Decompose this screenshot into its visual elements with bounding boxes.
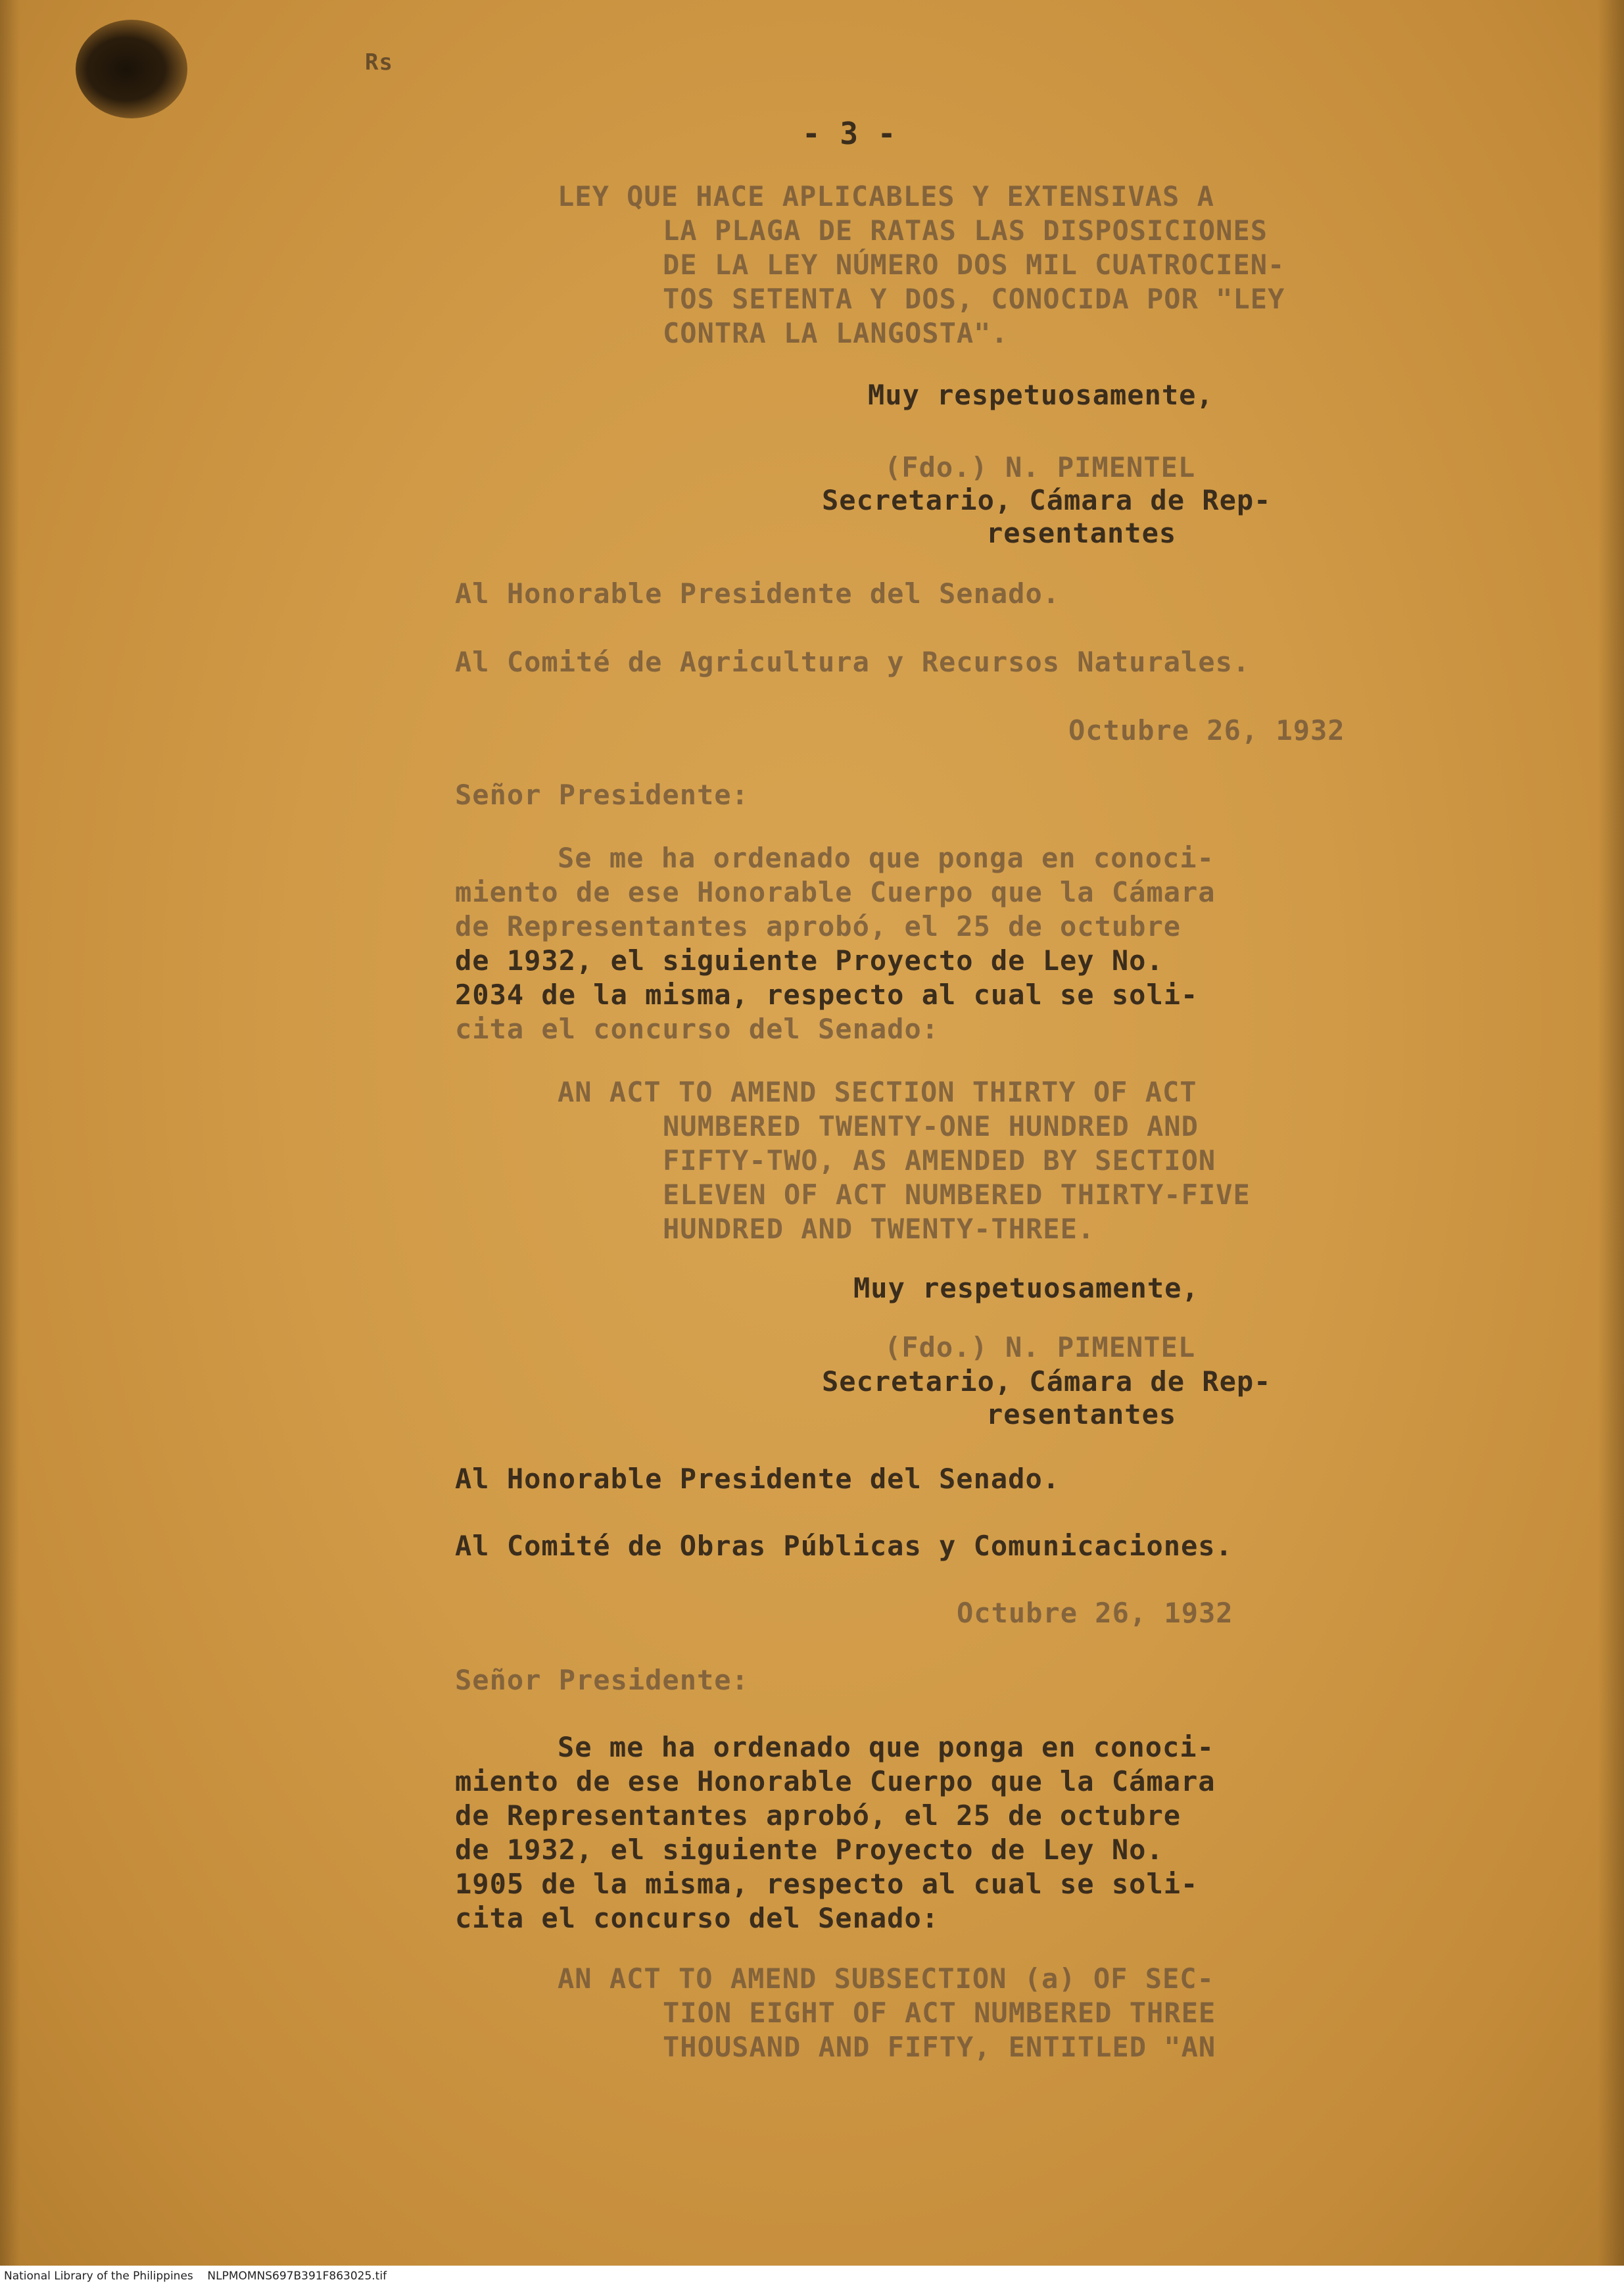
page-edge-shadow bbox=[0, 0, 20, 2266]
body-line: 1905 de la misma, respecto al cual se soli- bbox=[455, 1868, 1199, 1900]
salutation: Señor Presidente: bbox=[455, 1664, 749, 1696]
typist-initials: Rs bbox=[365, 49, 393, 76]
salutation: Señor Presidente: bbox=[455, 779, 749, 811]
punch-hole-stain bbox=[76, 20, 187, 118]
body-line: miento de ese Honorable Cuerpo que la Cámara bbox=[455, 876, 1216, 908]
bill-title-line: TOS SETENTA Y DOS, CONOCIDA POR "LEY bbox=[663, 283, 1285, 315]
addressee: Al Honorable Presidente del Senado. bbox=[455, 577, 1061, 610]
page-number: - 3 - bbox=[802, 116, 897, 151]
signature-line: Secretario, Cámara de Rep- bbox=[822, 1365, 1272, 1398]
body-line: de Representantes aprobó, el 25 de octubre bbox=[455, 1799, 1182, 1832]
body-line: miento de ese Honorable Cuerpo que la Cámara bbox=[455, 1765, 1216, 1797]
bill-title-line: ELEVEN OF ACT NUMBERED THIRTY-FIVE bbox=[663, 1179, 1251, 1211]
bill-title-line: FIFTY-TWO, AS AMENDED BY SECTION bbox=[663, 1144, 1216, 1177]
bill-title-line: NUMBERED TWENTY-ONE HUNDRED AND bbox=[663, 1110, 1199, 1142]
page-edge-shadow bbox=[1598, 0, 1624, 2266]
bill-title-line: AN ACT TO AMEND SECTION THIRTY OF ACT bbox=[558, 1076, 1197, 1108]
signature-line: resentantes bbox=[986, 517, 1177, 549]
body-line: de Representantes aprobó, el 25 de octubre bbox=[455, 910, 1182, 942]
bill-title-line: TION EIGHT OF ACT NUMBERED THREE bbox=[663, 1997, 1216, 2029]
body-line: cita el concurso del Senado: bbox=[455, 1013, 940, 1045]
closing: Muy respetuosamente, bbox=[853, 1272, 1199, 1304]
bill-title-line: AN ACT TO AMEND SUBSECTION (a) OF SEC- bbox=[558, 1962, 1214, 1995]
body-line: cita el concurso del Senado: bbox=[455, 1902, 940, 1934]
bill-title-line: THOUSAND AND FIFTY, ENTITLED "AN bbox=[663, 2031, 1216, 2063]
committee-referral: Al Comité de Agricultura y Recursos Naturales. bbox=[455, 646, 1251, 678]
signature-line: resentantes bbox=[986, 1398, 1177, 1430]
body-line: Se me ha ordenado que ponga en conoci- bbox=[558, 842, 1214, 874]
footer-credit: National Library of the Philippines NLPMOMNS697B391F863025.tif bbox=[4, 2270, 387, 2283]
addressee: Al Honorable Presidente del Senado. bbox=[455, 1463, 1061, 1495]
bill-title-line: CONTRA LA LANGOSTA". bbox=[663, 317, 1009, 349]
signature-line: Secretario, Cámara de Rep- bbox=[822, 484, 1272, 516]
bill-title-line: LEY QUE HACE APLICABLES Y EXTENSIVAS A bbox=[558, 180, 1214, 212]
closing: Muy respetuosamente, bbox=[868, 379, 1214, 411]
bill-title-line: HUNDRED AND TWENTY-THREE. bbox=[663, 1213, 1095, 1245]
body-line: Se me ha ordenado que ponga en conoci- bbox=[558, 1731, 1214, 1763]
body-line: de 1932, el siguiente Proyecto de Ley No. bbox=[455, 1834, 1164, 1866]
body-line: de 1932, el siguiente Proyecto de Ley No. bbox=[455, 944, 1164, 977]
bill-title-line: DE LA LEY NÚMERO DOS MIL CUATROCIEN- bbox=[663, 249, 1285, 281]
date: Octubre 26, 1932 bbox=[957, 1597, 1233, 1629]
committee-referral: Al Comité de Obras Públicas y Comunicaciones. bbox=[455, 1530, 1233, 1562]
bill-title-line: LA PLAGA DE RATAS LAS DISPOSICIONES bbox=[663, 214, 1268, 247]
date: Octubre 26, 1932 bbox=[1068, 714, 1345, 746]
signature-line: (Fdo.) N. PIMENTEL bbox=[884, 1331, 1196, 1363]
signature-line: (Fdo.) N. PIMENTEL bbox=[884, 451, 1196, 483]
body-line: 2034 de la misma, respecto al cual se soli- bbox=[455, 979, 1199, 1011]
